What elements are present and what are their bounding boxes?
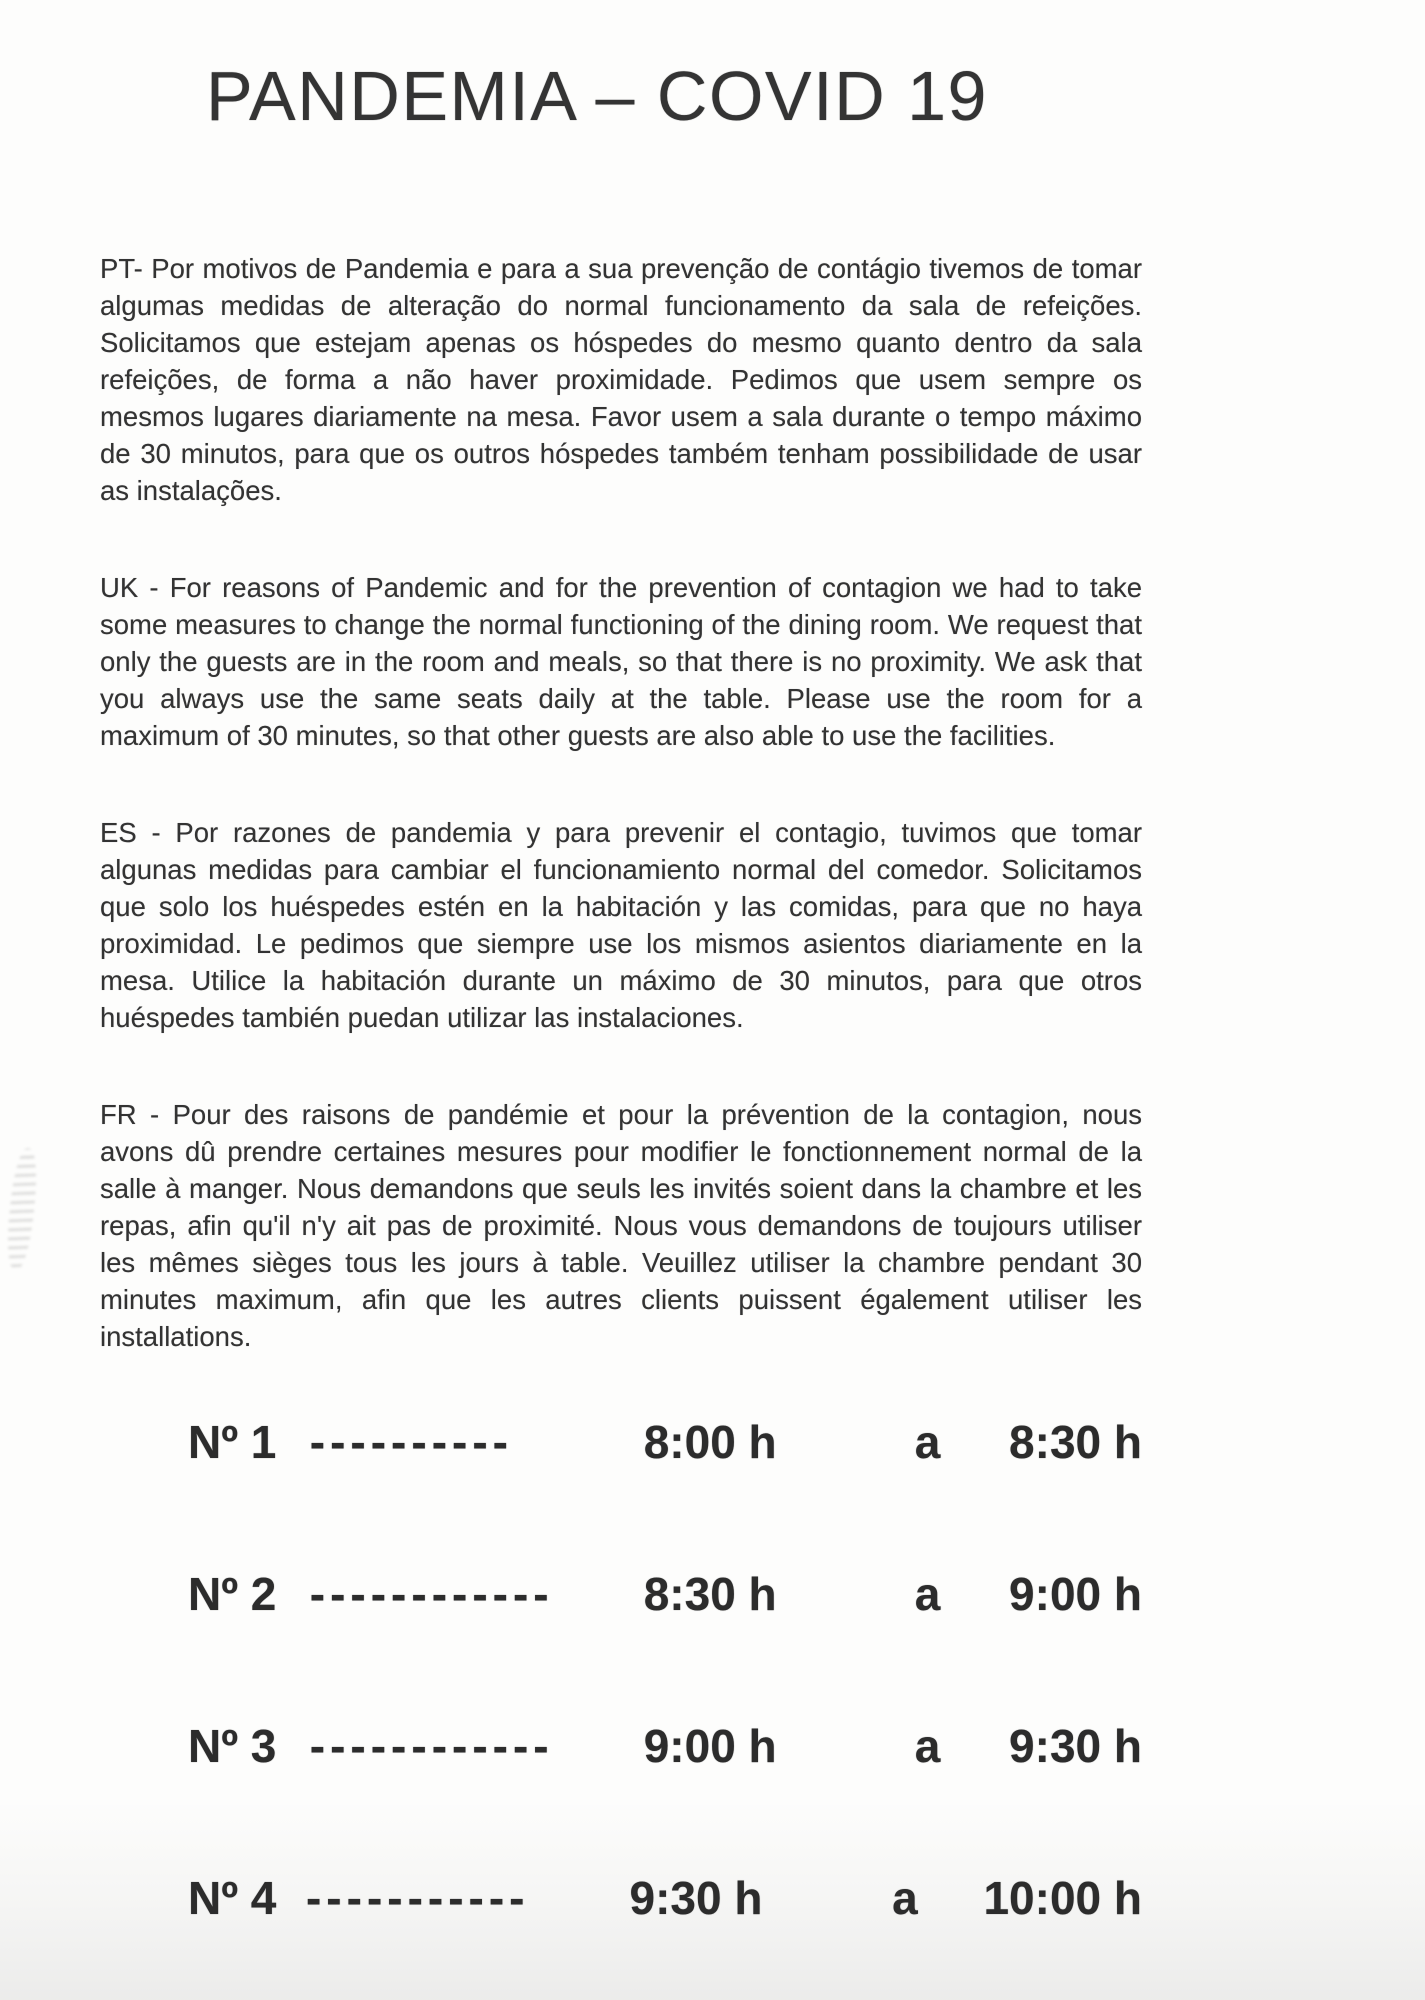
start-time: 8:00 h — [643, 1415, 777, 1468]
schedule-row-2 — [188, 1567, 1142, 1629]
paragraph-pt: PT- Por motivos de Pandemia e para a sua prevenção de contágio tivemos de tomar algumas medidas de alteração do normal funcionamento da sala de refeições. Solicitamos que estejam apenas os hóspedes do mesmo quanto dentro da sala refeições, de forma a não haver proximidade. Pedimos que usem sempre os mesmos lugares diariamente na mesa. Favor usem a sala durante o tempo máximo de 30 minutos, para que os outros hóspedes também tenham possibilidade de usar as instalações. — [100, 252, 1142, 506]
range-separator: a — [914, 1567, 941, 1620]
schedule-row-3 — [188, 1719, 1142, 1781]
start-time: 8:30 h — [643, 1567, 777, 1620]
range-separator: a — [914, 1415, 941, 1468]
dash-separator: ---------- — [309, 1415, 513, 1468]
end-time: 9:00 h — [1009, 1567, 1142, 1620]
range-separator: a — [892, 1871, 918, 1924]
schedule-row-1 — [188, 1415, 1142, 1477]
dash-separator: ------------ — [309, 1567, 554, 1620]
slot-number: Nº 2 — [188, 1567, 277, 1620]
slot-number: Nº 3 — [188, 1719, 277, 1772]
end-time: 8:30 h — [1009, 1415, 1142, 1468]
dash-separator: ----------- — [305, 1871, 530, 1924]
dash-separator: ------------ — [309, 1719, 554, 1772]
schedule-table — [188, 1415, 1142, 1933]
end-time: 9:30 h — [1009, 1719, 1142, 1772]
start-time: 9:00 h — [643, 1719, 777, 1772]
range-separator: a — [914, 1719, 941, 1772]
slot-number: Nº 4 — [188, 1871, 277, 1924]
paragraph-es: ES - Por razones de pandemia y para prevenir el contagio, tuvimos que tomar algunas medidas para cambiar el funcionamiento normal del comedor. Solicitamos que solo los huéspedes estén en la habitación y las comidas, para que no haya proximidad. Le pedimos que siempre use los mismos asientos diariamente en la mesa. Utilice la habitación durante un máximo de 30 minutos, para que otros huéspedes también puedan utilizar las instalaciones. — [100, 816, 1142, 1033]
schedule-row-4 — [188, 1871, 1142, 1933]
start-time: 9:30 h — [629, 1871, 763, 1924]
end-time: 10:00 h — [983, 1871, 1142, 1924]
paragraph-uk: UK - For reasons of Pandemic and for the prevention of contagion we had to take some measures to change the normal functioning of the dining room. We request that only the guests are in the room and meals, so that there is no proximity. We ask that you always use the same seats daily at the table. Please use the room for a maximum of 30 minutes, so that other guests are also able to use the facilities. — [100, 571, 1142, 751]
paragraph-fr: FR - Pour des raisons de pandémie et pour la prévention de la contagion, nous avons dû prendre certaines mesures pour modifier le fonctionnement normal de la salle à manger. Nous demandons que seuls les invités soient dans la chambre et les repas, afin qu'il n'y ait pas de proximité. Nous vous demandons de toujours utiliser les mêmes sièges tous les jours à table. Veuillez utiliser la chambre pendant 30 minutes maximum, afin que les autres clients puissent également utiliser les installations. — [100, 1098, 1142, 1352]
page-title: PANDEMIA – COVID 19 — [206, 57, 988, 135]
slot-number: Nº 1 — [188, 1415, 277, 1468]
